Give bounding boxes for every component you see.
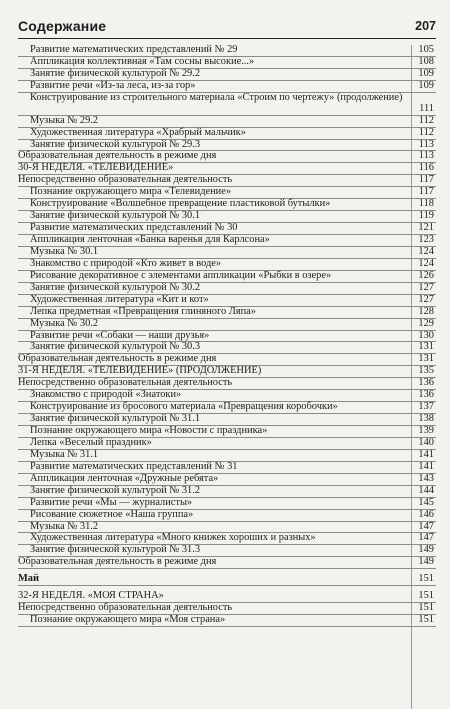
page-title: Содержание xyxy=(18,18,107,34)
toc-entry-title: Конструирование из строительного материала «Строим по чертежу» (продолжение) xyxy=(30,91,403,103)
toc-entry-page: 108 xyxy=(418,55,434,67)
toc-entry-title: Непосредственно образовательная деятельность xyxy=(18,174,233,186)
toc-entry-page: 112 xyxy=(418,114,434,126)
toc-entry-page: 147 xyxy=(418,532,434,544)
toc-entry-title: Музыка № 30.2 xyxy=(30,317,99,329)
toc-entry-page: 126 xyxy=(418,269,434,281)
toc-entry-title: Развитие речи «Собаки — наши друзья» xyxy=(30,329,210,341)
toc-month-heading xyxy=(18,574,436,586)
toc-entry-page: 112 xyxy=(418,126,434,138)
toc-entry-page: 124 xyxy=(418,245,434,257)
toc-entry-title: Художественная литература «Кит и кот» xyxy=(30,293,209,305)
toc-entry-title: 32-Я НЕДЕЛЯ. «МОЯ СТРАНА» xyxy=(18,590,164,602)
toc-entry-title: Рисование сюжетное «Наша группа» xyxy=(30,508,194,520)
toc-entry-page: 118 xyxy=(418,198,434,210)
toc-entry-page: 121 xyxy=(418,222,434,234)
toc-entry-page: 116 xyxy=(418,162,434,174)
toc-entry-title: Развитие математических представлений № 29 xyxy=(30,44,238,55)
toc-entry-title: Конструирование «Волшебное превращение пластиковой бутылки» xyxy=(30,198,331,210)
toc-entry-title: Образовательная деятельность в режиме дня xyxy=(18,150,217,162)
toc-entry-page: 151 xyxy=(418,590,434,602)
toc-entry-title: Занятие физической культурой № 31.1 xyxy=(30,413,201,425)
toc-entry-title: 31-Я НЕДЕЛЯ. «ТЕЛЕВИДЕНИЕ» (ПРОДОЛЖЕНИЕ) xyxy=(18,365,262,377)
toc-entry-title: Занятие физической культурой № 30.1 xyxy=(30,210,201,222)
toc-entry-title: Лепка «Веселый праздник» xyxy=(30,436,152,448)
toc-entry-title: Знакомство с природой «Знатоки» xyxy=(30,389,182,401)
toc-entry-page: 105 xyxy=(418,43,434,55)
toc-entry-page: 151 xyxy=(418,614,434,626)
toc-entry-title: Занятие физической культурой № 31.2 xyxy=(30,484,201,496)
toc-entry-page: 139 xyxy=(418,425,434,436)
toc-entry-title: Музыка № 30.1 xyxy=(30,245,99,257)
toc-entry-page: 143 xyxy=(418,472,434,484)
toc-entry-page: 123 xyxy=(418,234,434,245)
toc-entry-page: 149 xyxy=(418,556,434,568)
toc-entry-page: 128 xyxy=(418,305,434,317)
toc-entry-title: Образовательная деятельность в режиме дня xyxy=(18,353,217,365)
toc-entry-title: Аппликация коллективная «Там сосны высокие...» xyxy=(30,55,255,67)
toc-entry-title: Конструирование из бросового материала «Превращения коробочки» xyxy=(30,401,338,413)
toc-entry-row xyxy=(18,283,436,295)
toc-entry-page: 146 xyxy=(418,508,434,520)
toc-entry-page: 130 xyxy=(418,329,434,341)
toc-entry-row xyxy=(18,295,436,307)
toc-entry-page: 131 xyxy=(418,341,434,353)
toc-entry-title: Музыка № 31.2 xyxy=(30,520,99,532)
toc-section-row xyxy=(18,557,436,569)
toc-entry-page: 140 xyxy=(418,436,434,448)
toc-entry-page: 147 xyxy=(418,520,434,532)
toc-entry-row xyxy=(18,271,436,283)
toc-entry-title: Образовательная деятельность в режиме дня xyxy=(18,556,217,568)
toc-entry-page: 117 xyxy=(418,186,434,198)
toc-entry-title: Развитие речи «Мы — журналисты» xyxy=(30,496,193,508)
toc-entry-title: Непосредственно образовательная деятельность xyxy=(18,377,233,389)
toc-entry-title: Художественная литература «Много книжек хороших и разных» xyxy=(30,532,316,544)
toc-entry-title: Познание окружающего мира «Телевидение» xyxy=(30,186,232,198)
toc-entry-row xyxy=(18,462,436,474)
toc-entry-page: 129 xyxy=(418,317,434,329)
toc-entry-page: 136 xyxy=(418,377,434,389)
toc-entry-page: 109 xyxy=(418,79,434,91)
toc-entry-page: 137 xyxy=(418,401,434,413)
toc-entry-title: Занятие физической культурой № 30.2 xyxy=(30,281,201,293)
toc-entry-page: 136 xyxy=(418,389,434,401)
toc-entry-page: 124 xyxy=(418,257,434,269)
toc-entry-page: 113 xyxy=(418,138,434,150)
toc-entry-page: 145 xyxy=(418,496,434,508)
toc-entry-row xyxy=(18,474,436,486)
toc-entry-title: Развитие математических представлений № 30 xyxy=(30,222,238,234)
toc-entry-page: 113 xyxy=(418,150,434,162)
toc-entry-page: 131 xyxy=(418,353,434,365)
toc-entry-row xyxy=(18,486,436,498)
toc-entry-title: Рисование декоративное с элементами аппликации «Рыбки в озере» xyxy=(30,269,332,281)
toc-entry-row xyxy=(18,116,436,128)
toc-entry-title: Познание окружающего мира «Моя страна» xyxy=(30,614,226,626)
toc-entry-title: Лепка предметная «Превращения глиняного Ляпа» xyxy=(30,305,256,317)
toc-entry-page: 151 xyxy=(418,573,434,585)
toc-entry-row xyxy=(18,307,436,319)
toc-entry-row xyxy=(18,81,436,93)
toc-entry-page: 138 xyxy=(418,413,434,425)
toc-entry-title: Аппликация ленточная «Банка варенья для Карлсона» xyxy=(30,234,270,246)
toc-entry-page: 119 xyxy=(418,210,434,222)
toc-entry-page: 144 xyxy=(418,484,434,496)
toc-entry-title: Занятие физической культурой № 29.2 xyxy=(30,67,201,79)
toc-entry-title: Музыка № 29.2 xyxy=(30,114,99,126)
toc-entry-row xyxy=(18,615,436,627)
toc-entry-title: Развитие математических представлений № 31 xyxy=(30,460,238,472)
toc-entry-title: Занятие физической культурой № 30.3 xyxy=(30,341,201,353)
toc-entry-title: Занятие физической культурой № 31.3 xyxy=(30,544,201,556)
toc-entry-page: 111 xyxy=(419,102,434,114)
toc-entry-page: 127 xyxy=(418,293,434,305)
toc-entry-page: 109 xyxy=(418,67,434,79)
toc-entry-page: 141 xyxy=(418,448,434,460)
table-of-contents xyxy=(18,45,436,627)
toc-entry-title: Познание окружающего мира «Новости с праздника» xyxy=(30,425,268,437)
running-header xyxy=(18,18,436,39)
toc-entry-page: 127 xyxy=(418,281,434,293)
toc-entry-page: 117 xyxy=(418,174,434,186)
toc-entry-page: 135 xyxy=(418,365,434,377)
toc-entry-title: Аппликация ленточная «Дружные ребята» xyxy=(30,472,219,484)
toc-entry-row xyxy=(18,319,436,331)
toc-entry-page: 141 xyxy=(418,460,434,472)
toc-entry-row xyxy=(18,128,436,140)
toc-entry-title: 30-Я НЕДЕЛЯ. «ТЕЛЕВИДЕНИЕ» xyxy=(18,162,174,174)
toc-entry-row xyxy=(18,93,436,116)
toc-entry-title: Занятие физической культурой № 29.3 xyxy=(30,138,201,150)
toc-entry-title: Знакомство с природой «Кто живет в воде» xyxy=(30,257,222,269)
toc-entry-row xyxy=(18,510,436,522)
toc-entry-title: Непосредственно образовательная деятельность xyxy=(18,602,233,614)
page-number: 207 xyxy=(415,19,436,33)
toc-entry-page: 149 xyxy=(418,544,434,556)
toc-entry-row xyxy=(18,498,436,510)
toc-entry-title: Музыка № 31.1 xyxy=(30,448,99,460)
toc-entry-title: Май xyxy=(18,573,39,585)
toc-entry-title: Художественная литература «Храбрый мальчик» xyxy=(30,126,246,138)
toc-entry-title: Развитие речи «Из-за леса, из-за гор» xyxy=(30,79,196,91)
toc-entry-page: 151 xyxy=(418,602,434,614)
